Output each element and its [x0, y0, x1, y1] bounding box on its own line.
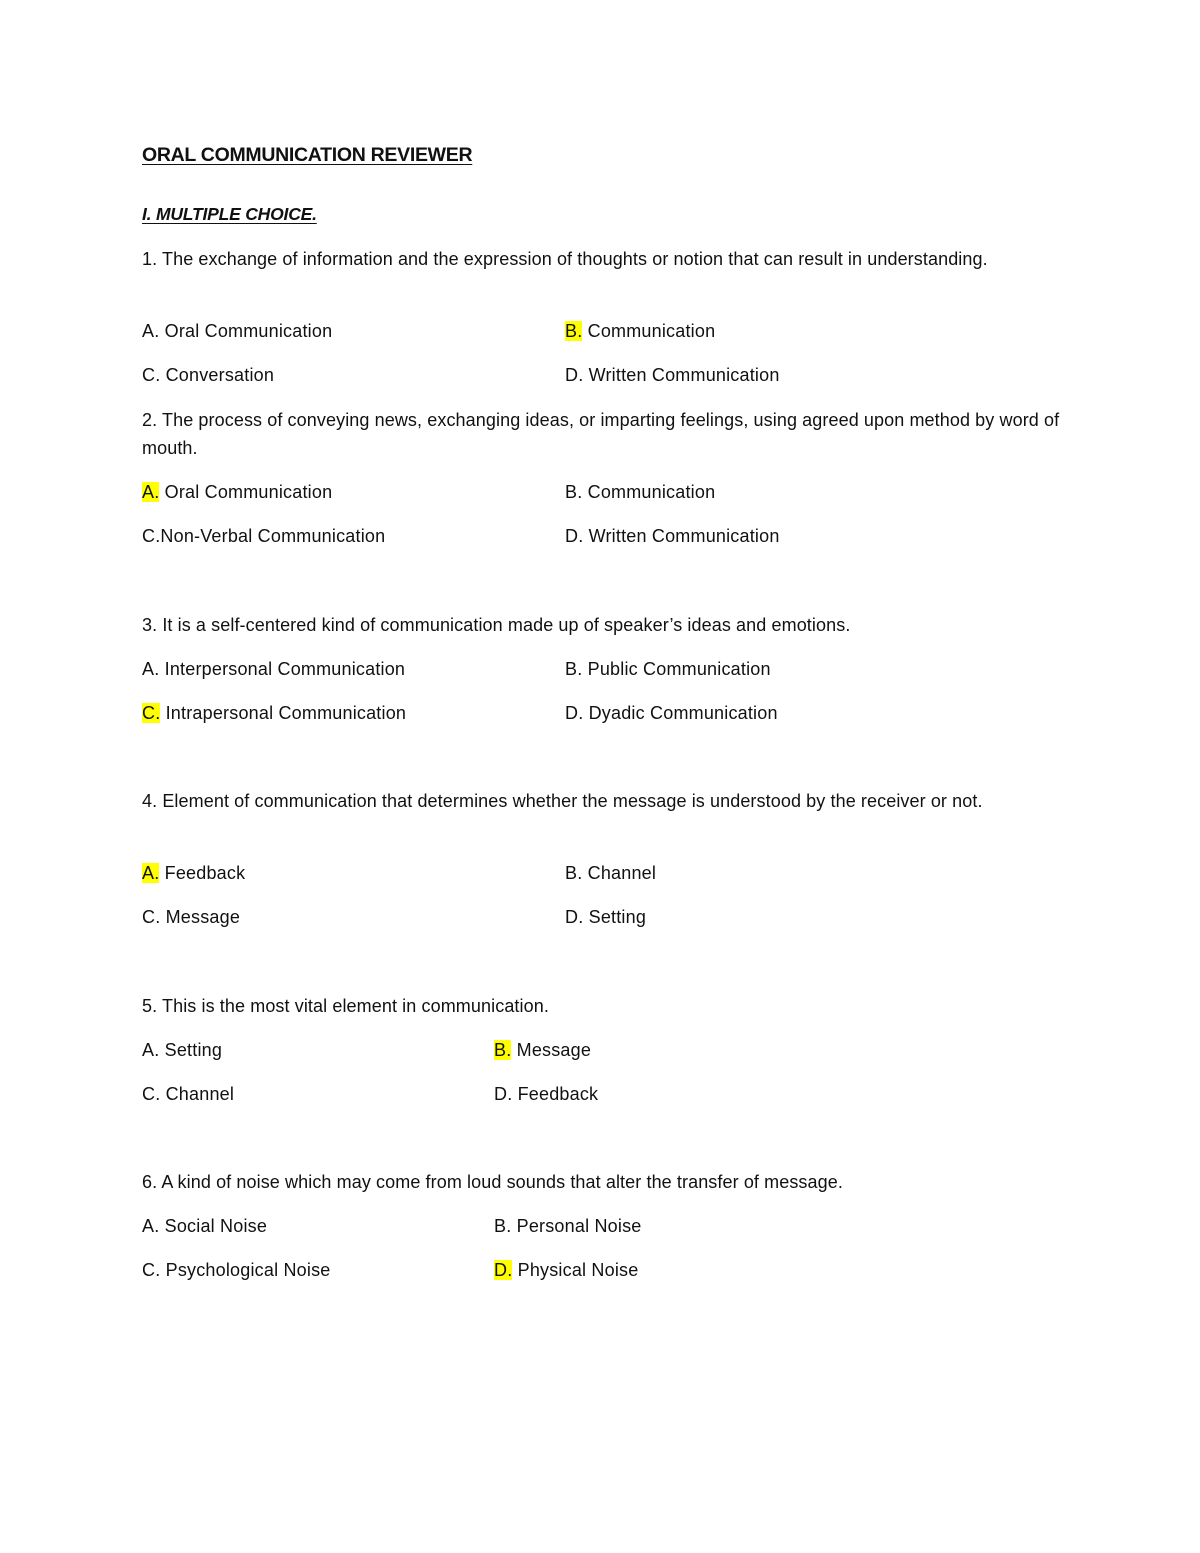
choice-text: Communication	[587, 321, 716, 341]
choice-text: Intrapersonal Communication	[165, 703, 407, 723]
choice-letter: A.	[142, 659, 160, 679]
choice-letter: D.	[494, 1084, 513, 1104]
choice-letter: D.	[565, 526, 584, 546]
question-text: The process of conveying news, exchanging ideas, or imparting feelings, using agreed upon method by word of mouth.	[142, 410, 1060, 458]
page-title: ORAL COMMUNICATION REVIEWER	[142, 144, 473, 166]
choice-letter: A.	[142, 1216, 160, 1236]
question-4	[142, 787, 1072, 815]
choice-4c	[142, 903, 240, 931]
choice-text: Non-Verbal Communication	[160, 526, 386, 546]
choice-text: Conversation	[165, 365, 275, 385]
question-6	[142, 1168, 1072, 1196]
choice-3d	[565, 699, 778, 727]
question-number: 2.	[142, 410, 158, 430]
choice-letter: C.	[142, 1084, 161, 1104]
choice-1c	[142, 361, 274, 389]
choice-text: Physical Noise	[517, 1260, 639, 1280]
choice-2d	[565, 522, 780, 550]
choice-3c	[142, 699, 406, 727]
question-text: It is a self-centered kind of communication made up of speaker’s ideas and emotions.	[162, 615, 851, 635]
choice-letter: D.	[565, 365, 584, 385]
question-text: This is the most vital element in communication.	[162, 996, 549, 1016]
choice-text: Personal Noise	[516, 1216, 642, 1236]
choice-letter: A.	[142, 482, 160, 502]
choice-1d	[565, 361, 780, 389]
choice-letter: D.	[494, 1260, 513, 1280]
choice-text: Channel	[587, 863, 657, 883]
choice-letter: D.	[565, 703, 584, 723]
choice-4a	[142, 859, 245, 887]
question-number: 5.	[142, 996, 158, 1016]
choice-6d	[494, 1256, 638, 1284]
choice-text: Message	[165, 907, 241, 927]
choice-6c	[142, 1256, 331, 1284]
question-2	[142, 406, 1072, 462]
question-number: 1.	[142, 249, 158, 269]
choice-2b	[565, 478, 715, 506]
choice-letter: B.	[494, 1216, 512, 1236]
question-3	[142, 611, 1072, 639]
choice-text: Feedback	[517, 1084, 599, 1104]
choice-text: Channel	[165, 1084, 235, 1104]
choice-letter: C.	[142, 365, 161, 385]
choice-text: Setting	[588, 907, 647, 927]
choice-text: Dyadic Communication	[588, 703, 778, 723]
choice-text: Setting	[164, 1040, 223, 1060]
choice-5d	[494, 1080, 598, 1108]
choice-letter: C.	[142, 1260, 161, 1280]
choice-letter: A.	[142, 863, 160, 883]
question-text: A kind of noise which may come from loud sounds that alter the transfer of message.	[161, 1172, 843, 1192]
choice-4b	[565, 859, 656, 887]
choice-text: Feedback	[164, 863, 246, 883]
choice-text: Public Communication	[587, 659, 771, 679]
choice-3b	[565, 655, 771, 683]
choice-text: Written Communication	[588, 526, 780, 546]
choice-text: Written Communication	[588, 365, 780, 385]
choice-4d	[565, 903, 646, 931]
choice-letter: B.	[565, 863, 583, 883]
question-1	[142, 245, 1072, 273]
choice-letter: C.	[142, 907, 161, 927]
section-title: I. MULTIPLE CHOICE.	[142, 204, 317, 224]
choice-text: Oral Communication	[164, 321, 333, 341]
choice-letter: B.	[565, 321, 583, 341]
question-text: Element of communication that determines whether the message is understood by the receiver or not.	[162, 791, 983, 811]
choice-text: Social Noise	[164, 1216, 268, 1236]
question-number: 3.	[142, 615, 158, 635]
choice-6a	[142, 1212, 267, 1240]
choice-5c	[142, 1080, 234, 1108]
choice-6b	[494, 1212, 642, 1240]
choice-5b	[494, 1036, 591, 1064]
choice-letter: A.	[142, 1040, 160, 1060]
choice-1b	[565, 317, 715, 345]
choice-text: Psychological Noise	[165, 1260, 331, 1280]
choice-1a	[142, 317, 332, 345]
choice-text: Interpersonal Communication	[164, 659, 406, 679]
choice-3a	[142, 655, 405, 683]
choice-text: Communication	[587, 482, 716, 502]
choice-letter: B.	[565, 659, 583, 679]
question-5	[142, 992, 1072, 1020]
choice-letter: C.	[142, 526, 161, 546]
choice-letter: A.	[142, 321, 160, 341]
choice-2a	[142, 478, 332, 506]
question-number: 4.	[142, 791, 158, 811]
choice-letter: D.	[565, 907, 584, 927]
choice-text: Message	[516, 1040, 592, 1060]
choice-2c	[142, 522, 385, 550]
choice-letter: C.	[142, 703, 161, 723]
choice-letter: B.	[565, 482, 583, 502]
choice-5a	[142, 1036, 222, 1064]
choice-text: Oral Communication	[164, 482, 333, 502]
question-text: The exchange of information and the expression of thoughts or notion that can result in understanding.	[162, 249, 988, 269]
choice-letter: B.	[494, 1040, 512, 1060]
question-number: 6.	[142, 1172, 158, 1192]
